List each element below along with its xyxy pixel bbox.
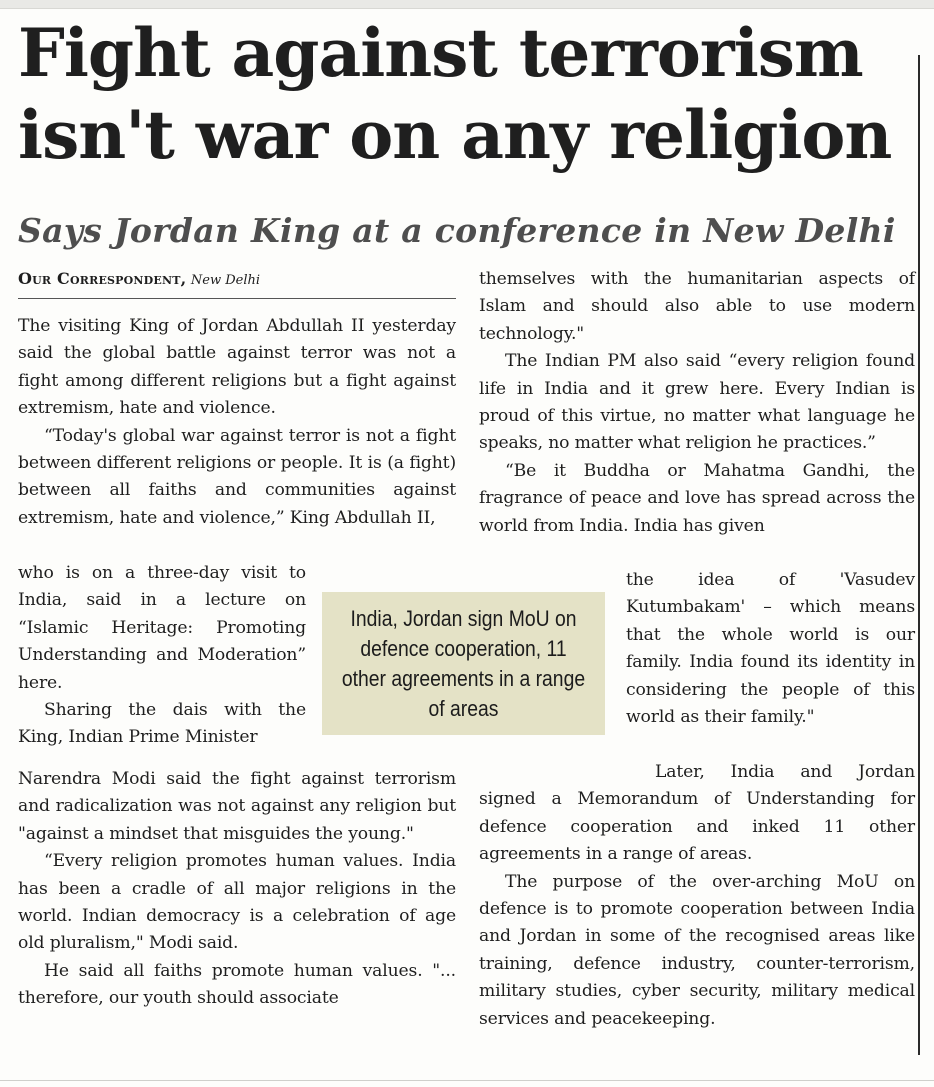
paragraph: The purpose of the over-arching MoU on defence is to promote cooperation between India and Jordan in some of the recognised areas like training, defence industry, counter-terrorism, military studies, cyber security, military medical services and peacekeeping. [479,871,915,1029]
column-2-top [479,266,915,540]
paragraph: “Be it Buddha or Mahatma Gandhi, the fragrance of peace and love has spread across the world from India. India has given [479,460,915,536]
paragraph: “Every religion promotes human values. India has been a cradle of all major religions in the world. Indian democracy is a celebration of age old pluralism," Modi said. [18,851,456,954]
pullquote-box [322,592,605,735]
bottom-rule [0,1080,934,1081]
paragraph: Sharing the dais with the King, Indian Prime Minister [18,700,306,748]
top-rule [0,0,934,9]
column-1-bottom [18,766,456,1013]
paragraph: Narendra Modi said the fight against terrorism and radicalization was not against any religion but "against a mindset that misguides the young." [18,769,456,844]
column-rule [918,55,920,1055]
byline-rule [18,298,456,299]
subheadline: Says Jordan King at a conference in New Delhi [18,211,896,250]
pullquote-text: India, Jordan sign MoU on defence cooperation, 11 other agreements in a range of areas [341,605,586,721]
column-2-bottom [479,759,915,1033]
byline-location: New Delhi [190,273,261,288]
column-1-top [18,313,456,532]
paragraph: the idea of 'Vasudev Kutumbakam' – which means that the whole world is our family. India found its identity in considering the people of this world as their family." [626,570,915,728]
paragraph: who is on a three-day visit to India, said in a lecture on “Islamic Heritage: Promoting Understanding and Moderation” here. [18,563,306,693]
paragraph: The Indian PM also said “every religion found life in India and it grew here. Every Indian is proud of this virtue, no matter what language he speaks, no matter what religion he practices.” [479,351,915,454]
headline: Fight against terrorism isn't war on any religion [18,14,892,174]
paragraph: He said all faiths promote human values. "... therefore, our youth should associate [18,960,456,1009]
byline-correspondent: Our Correspondent, [18,269,187,288]
byline [18,268,456,292]
paragraph: Later, India and Jordan signed a Memorandum of Understanding for defence cooperation and inked 11 other agreements in a range of areas. [479,762,915,865]
paragraph: themselves with the humanitarian aspects of Islam and should also able to use modern technology." [479,269,915,344]
column-2-narrow [626,567,915,731]
paragraph: “Today's global war against terror is not a fight between different religions or people. It is (a fight) between all faiths and communities against extremism, hate and violence,” King Abdullah II, [18,425,456,528]
column-1-narrow [18,560,306,752]
paragraph: The visiting King of Jordan Abdullah II yesterday said the global battle against terror was not a fight among different religions but a fight against extremism, hate and violence. [18,316,456,419]
